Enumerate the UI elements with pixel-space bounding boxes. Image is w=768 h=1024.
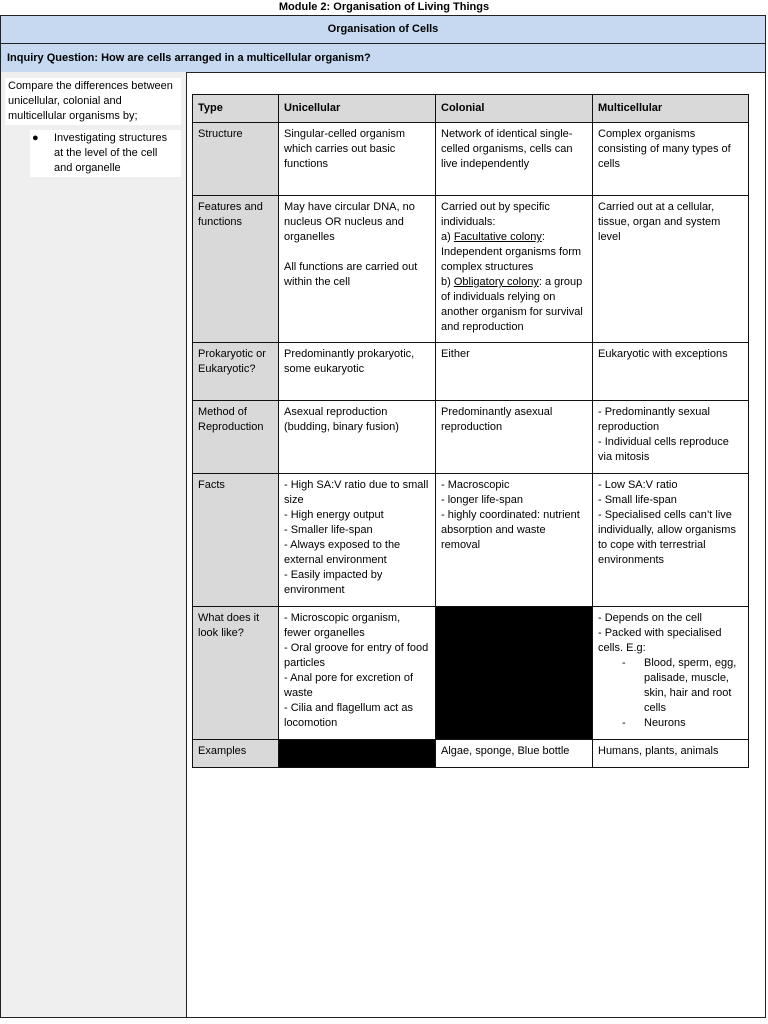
cell-line: - Easily impacted by environment [284,569,383,596]
cell-colonial [436,474,593,607]
cell-colonial: Algae, sponge, Blue bottle [436,740,593,768]
comparison-table [192,94,749,768]
section-title: Organisation of Cells [0,15,766,44]
row-label: Facts [193,474,279,607]
syllabus-bullet [30,130,181,177]
syllabus-bullet-text: Investigating structures at the level of the cell and organelle [54,132,168,174]
cell-multicellular: Humans, plants, animals [593,740,749,768]
cell-colonial: Predominantly asexual reproduction [436,401,593,474]
cell-unicellular: Singular-celled organism which carries out basic functions [279,123,436,196]
syllabus-column [1,72,187,1017]
header-type: Type [193,95,279,123]
table-header-row [193,95,749,123]
table-row-appearance [193,607,749,740]
obligatory-colony-term: Obligatory colony [453,276,539,288]
redacted-image-cell [279,740,436,768]
obligatory-colony-desc: : a group of individuals relying on another organism for survival and reproduction [441,276,583,333]
cell-line: - High SA:V ratio due to small size [284,479,429,506]
bullet-icon: ● [32,132,39,144]
cell-colonial: Either [436,343,593,401]
cell-multicellular [593,474,749,607]
cell-multicellular: Complex organisms consisting of many types of cells [593,123,749,196]
header-multicellular: Multicellular [593,95,749,123]
cell-line: - Depends on the cell [598,612,702,624]
cell-multicellular: Carried out at a cellular, tissue, organ and system level [593,196,749,343]
row-label: Features and functions [193,196,279,343]
row-label: Prokaryotic or Eukaryotic? [193,343,279,401]
cell-line: - longer life-span [441,494,523,506]
row-label: Method of Reproduction [193,401,279,474]
inquiry-question: Inquiry Question: How are cells arranged in a multicellular organism? [0,43,766,73]
cell-line: - Oral groove for entry of food particles [284,642,429,669]
cell-line: - Macroscopic [441,479,510,491]
list-item: - Blood, sperm, egg, palisade, muscle, skin, hair and root cells [644,656,743,716]
cell-multicellular [593,607,749,740]
cell-line: - Small life-span [598,494,677,506]
cell-sublist [598,656,743,731]
cell-unicellular [279,196,436,343]
cell-text: May have circular DNA, no nucleus OR nucleus and organelles [284,201,415,243]
header-unicellular: Unicellular [279,95,436,123]
table-row-reproduction [193,401,749,474]
cell-line: - Smaller life-span [284,524,373,536]
cell-colonial [436,196,593,343]
table-row-examples [193,740,749,768]
cell-line: - High energy output [284,509,384,521]
facultative-colony-desc: : Independent organisms form complex structures [441,231,582,273]
cell-unicellular: Predominantly prokaryotic, some eukaryotic [279,343,436,401]
table-row-features [193,196,749,343]
module-title: Module 2: Organisation of Living Things [278,1,490,13]
redacted-image-cell [436,607,593,740]
obligatory-colony-text [441,275,587,335]
cell-unicellular [279,474,436,607]
cell-colonial: Network of identical single-celled organisms, cells can live independently [436,123,593,196]
list-item: - Neurons [644,716,743,731]
cell-line: - Always exposed to the external environment [284,539,401,566]
cell-line: - Cilia and flagellum act as locomotion [284,702,414,729]
cell-line: - Packed with specialised cells. E.g: [598,627,722,654]
cell-multicellular [593,401,749,474]
cell-multicellular: Eukaryotic with exceptions [593,343,749,401]
row-label: Structure [193,123,279,196]
cell-unicellular [279,607,436,740]
cell-line: - highly coordinated: nutrient absorption and waste removal [441,509,580,551]
facultative-colony-text [441,230,587,275]
cell-line: - Anal pore for excretion of waste [284,672,414,699]
cell-line: - Predominantly sexual reproduction [598,406,710,433]
cell-text: Carried out by specific individuals: [441,201,550,228]
table-row-structure [193,123,749,196]
cell-line: - Microscopic organism, fewer organelles [284,612,401,639]
cell-unicellular: Asexual reproduction (budding, binary fusion) [279,401,436,474]
row-label: Examples [193,740,279,768]
cell-text: All functions are carried out within the cell [284,261,418,288]
list-marker: a) [441,231,454,243]
cell-line: - Low SA:V ratio [598,479,678,491]
row-label: What does it look like? [193,607,279,740]
header-colonial: Colonial [436,95,593,123]
table-row-prokaryotic [193,343,749,401]
syllabus-intro: Compare the differences between unicellular, colonial and multicellular organisms by; [5,78,181,125]
cell-line: - Specialised cells can’t live individually, allow organisms to cope with terrestrial environments [598,509,736,566]
cell-line: - Individual cells reproduce via mitosis [598,436,729,463]
table-row-facts [193,474,749,607]
list-marker: b) [441,276,454,288]
facultative-colony-term: Facultative colony [453,231,542,243]
